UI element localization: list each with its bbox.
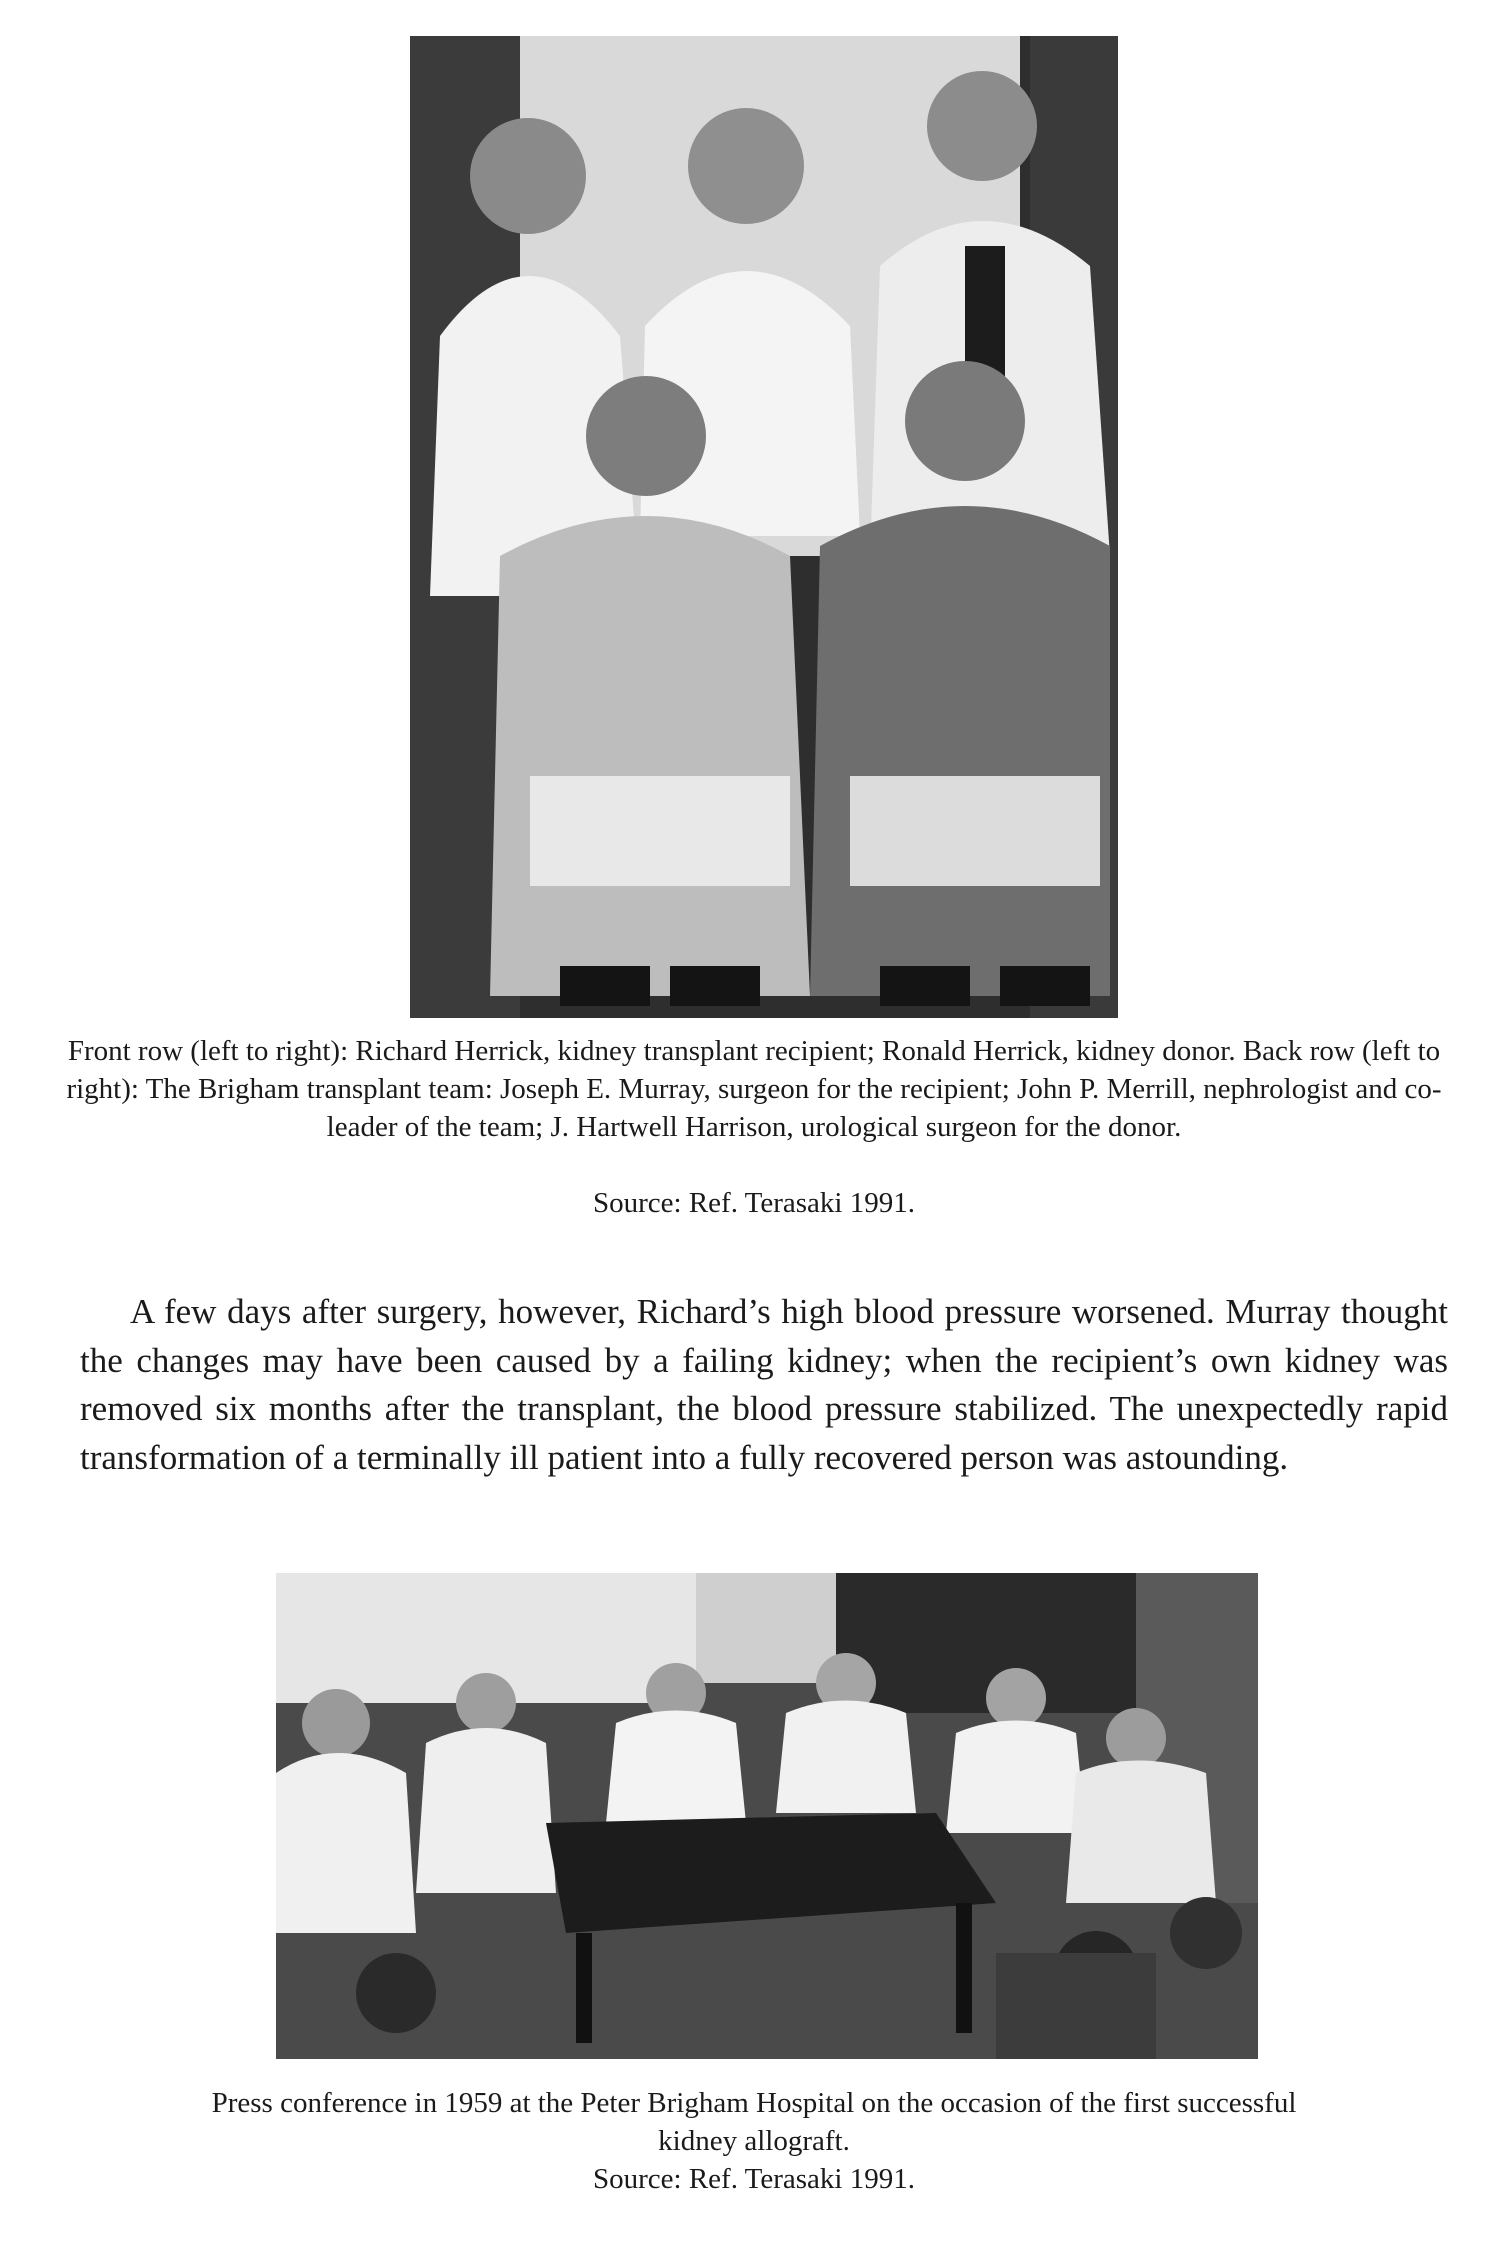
press-conference-photo-icon <box>276 1573 1258 2059</box>
source-text: Source: Ref. Terasaki 1991. <box>593 2163 915 2195</box>
caption-text: Press conference in 1959 at the Peter Brigham Hospital on the occasion of the first successful kidney allograft. <box>211 2087 1297 2157</box>
press-conference-photo <box>276 1573 1258 2059</box>
caption-text: Front row (left to right): Richard Herrick, kidney transplant recipient; Ronald Herrick, kidney donor. Back row (left to right): The Brigham transplant team: Joseph E. Murray, surgeon for the recipient; John P. Merrill, nephrologist and co-leader of the team; J. Hartwell Harrison, urological surgeon for the donor. <box>66 1035 1442 1143</box>
figure-caption-bottom <box>60 2084 1448 2160</box>
group-portrait-photo <box>410 36 1118 1018</box>
figure-caption-top <box>60 1032 1448 1146</box>
figure-source-bottom <box>60 2160 1448 2198</box>
group-portrait-photo-icon <box>410 36 1118 1018</box>
body-paragraph: A few days after surgery, however, Richard’s high blood pressure worsened. Murray thought the changes may have been caused by a failing kidney; when the recipient’s own kidney was removed six months after the transplant, the blood pressure stabilized. The unexpectedly rapid transformation of a terminally ill patient into a fully recovered person was astounding. <box>80 1292 1448 1477</box>
source-text: Source: Ref. Terasaki 1991. <box>593 1187 915 1219</box>
figure-source-top <box>60 1184 1448 1222</box>
